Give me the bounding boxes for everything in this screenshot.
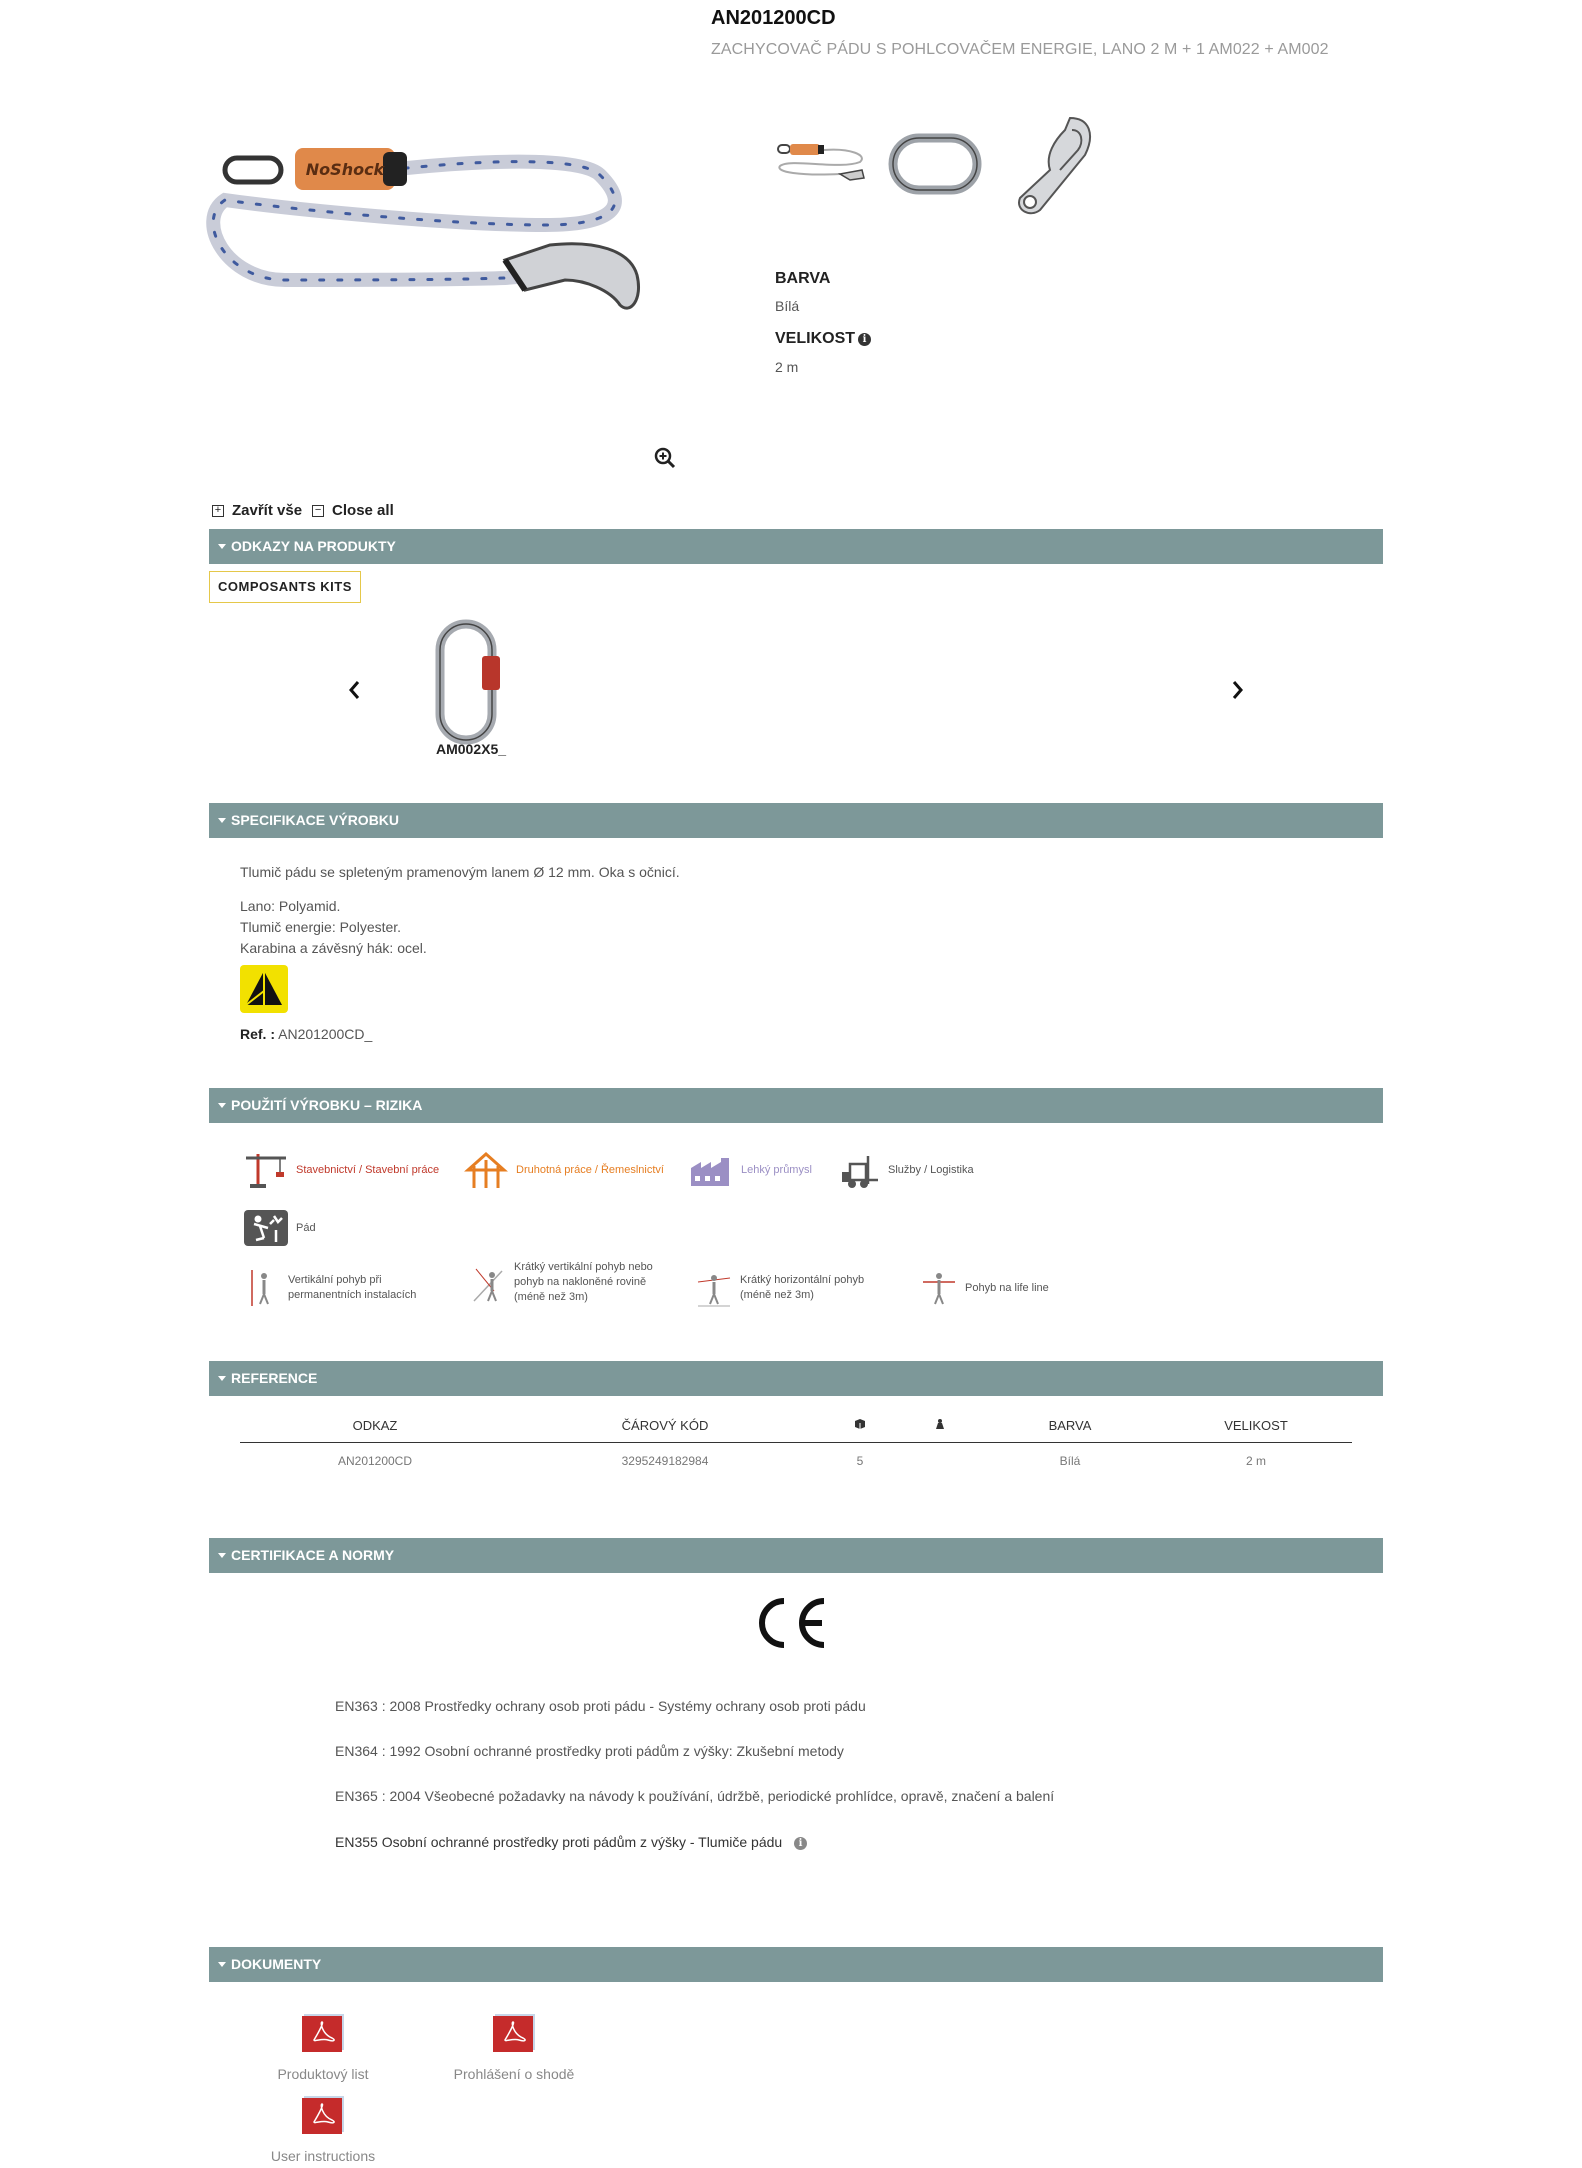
section-header-links[interactable] [209, 529, 1383, 564]
column-header: BARVA [980, 1410, 1160, 1442]
usage-movement-line: permanentních instalacích [288, 1289, 417, 1301]
column-header-weight [900, 1410, 980, 1442]
document-label: Produktový list [277, 2066, 369, 2082]
usage-sector-construction [244, 1150, 439, 1190]
norm-en364: EN364 : 1992 Osobní ochranné prostředky proti pádům z výšky: Zkušební metody [335, 1743, 844, 1759]
usage-risk-fall [244, 1210, 316, 1246]
document-label: Prohlášení o shodě [453, 2066, 575, 2082]
usage-sector-label: Druhotná práce / Řemeslnictví [516, 1163, 664, 1176]
usage-movement-lifeline [921, 1268, 1049, 1308]
size-label-row [775, 330, 871, 348]
product-code: AN201200CD [711, 7, 836, 29]
section-title-spec: SPECIFIKACE VÝROBKU [231, 812, 400, 828]
usage-sector-label: Lehký průmysl [741, 1163, 812, 1176]
brand-logo-text: NoShock [305, 160, 385, 179]
column-header: ODKAZ [240, 1410, 510, 1442]
carousel-next-icon[interactable] [1228, 678, 1246, 702]
usage-movement-label [514, 1260, 653, 1305]
usage-movement-line: Krátký horizontální pohyb [740, 1274, 865, 1286]
lanyard-thumbnail[interactable] [770, 110, 870, 220]
norm-info-icon[interactable]: i [794, 1837, 807, 1850]
lifeline-movement-icon [921, 1268, 957, 1308]
product-subtitle: ZACHYCOVAČ PÁDU S POHLCOVAČEM ENERGIE, LANO 2 M + 1 AM022 + AM002 [711, 41, 1329, 58]
norm-en365: EN365 : 2004 Všeobecné požadavky na návody k používání, údržbě, periodické prohlídce, opravě, značení a balení [335, 1788, 1055, 1804]
oval-carabiner-thumbnail[interactable] [885, 110, 985, 220]
ref-label: Ref. : [240, 1026, 275, 1042]
spec-material-rope: Lano: Polyamid. [240, 898, 341, 914]
box-icon [854, 1418, 866, 1430]
norm-en355-row [335, 1834, 807, 1850]
norm-en363: EN363 : 2008 Prostředky ochrany osob proti pádu - Systémy ochrany osob proti pádu [335, 1698, 866, 1714]
inclined-movement-icon [470, 1261, 506, 1305]
usage-movement-line: (méně než 3m) [514, 1291, 588, 1303]
close-all-toggle[interactable] [312, 502, 394, 519]
caret-down-icon [218, 1376, 226, 1381]
delta-plus-logo-icon [240, 965, 288, 1013]
horizontal-movement-icon [696, 1268, 732, 1308]
size-label: VELIKOST [775, 330, 856, 347]
pdf-icon [300, 2012, 346, 2054]
section-header-usage[interactable] [209, 1088, 1383, 1123]
forklift-icon [836, 1150, 880, 1190]
caret-down-icon [218, 1103, 226, 1108]
plus-box-icon: + [212, 505, 224, 517]
document-user-instructions[interactable] [233, 2094, 413, 2164]
accordion-toggles [212, 502, 404, 519]
usage-movement-label [288, 1273, 416, 1303]
expand-all-toggle[interactable] [212, 502, 302, 519]
color-label: BARVA [775, 270, 831, 287]
spec-material-hook: Karabina a závěsný hák: ocel. [240, 940, 427, 956]
usage-movement-line: (méně než 3m) [740, 1289, 814, 1301]
main-product-image[interactable] [205, 130, 695, 360]
document-label: User instructions [270, 2148, 376, 2164]
usage-movement-line: Vertikální pohyb při [288, 1274, 382, 1286]
usage-movement-vertical [244, 1268, 416, 1308]
screw-lock-carabiner-icon[interactable] [430, 616, 510, 756]
table-cell: AN201200CD [337, 1454, 413, 1469]
column-header: ČÁROVÝ KÓD [510, 1410, 820, 1442]
expand-all-label: Zavřít vše [232, 502, 303, 519]
caret-down-icon [218, 1553, 226, 1558]
section-title-links: ODKAZY NA PRODUKTY [231, 538, 396, 554]
usage-sector-label: Služby / Logistika [888, 1163, 974, 1176]
usage-sector-logistics [836, 1150, 974, 1190]
section-title-documents: DOKUMENTY [231, 1956, 322, 1972]
spec-description: Tlumič pádu se spleteným pramenovým lanem Ø 12 mm. Oka s očnicí. [240, 864, 680, 880]
spec-ref-line [240, 1026, 372, 1042]
usage-sector-label: Stavebnictví / Stavební práce [296, 1163, 440, 1176]
section-header-documents[interactable] [209, 1947, 1383, 1982]
ce-mark-icon [752, 1593, 828, 1653]
table-cell [900, 1442, 980, 1480]
usage-movement-inclined [470, 1260, 653, 1305]
usage-movement-horizontal [696, 1268, 864, 1308]
usage-movement-line: pohyb na nakloněné rovině [514, 1276, 647, 1288]
pdf-icon [491, 2012, 537, 2054]
caret-down-icon [218, 1962, 226, 1967]
table-cell: Bílá [1059, 1454, 1081, 1469]
factory-icon [689, 1150, 733, 1190]
color-value: Bílá [775, 298, 800, 314]
section-header-certification[interactable] [209, 1538, 1383, 1573]
usage-sector-craft [464, 1150, 664, 1190]
ref-value: AN201200CD_ [278, 1026, 373, 1042]
close-all-label: Close all [332, 502, 394, 519]
reference-table [240, 1410, 1352, 1480]
document-declaration[interactable] [424, 2012, 604, 2082]
pdf-icon [300, 2094, 346, 2136]
house-frame-icon [464, 1150, 508, 1190]
table-cell: 3295249182984 [621, 1454, 709, 1469]
size-value: 2 m [775, 359, 799, 375]
size-info-icon[interactable]: i [858, 333, 871, 346]
weight-icon [934, 1418, 946, 1430]
usage-movement-label [740, 1273, 864, 1303]
section-title-certification: CERTIFIKACE A NORMY [231, 1547, 395, 1563]
section-header-spec[interactable] [209, 803, 1383, 838]
norm-en355: EN355 Osobní ochranné prostředky proti pádům z výšky - Tlumiče pádu [335, 1834, 783, 1850]
caret-down-icon [218, 544, 226, 549]
column-header: VELIKOST [1160, 1410, 1352, 1442]
caret-down-icon [218, 818, 226, 823]
table-cell: 5 [856, 1454, 864, 1469]
document-product-sheet[interactable] [233, 2012, 413, 2082]
spec-material-absorber: Tlumič energie: Polyester. [240, 919, 402, 935]
zoom-in-icon[interactable] [654, 447, 676, 469]
crane-icon [244, 1150, 288, 1190]
usage-risk-label: Pád [296, 1221, 316, 1234]
minus-box-icon: − [312, 505, 324, 517]
scaffold-hook-thumbnail[interactable] [1000, 110, 1100, 220]
usage-movement-line: Krátký vertikální pohyb nebo [514, 1261, 653, 1273]
kit-item-label[interactable]: AM002X5_ [436, 741, 507, 757]
table-row[interactable] [240, 1442, 1352, 1480]
tab-composants-kits[interactable]: COMPOSANTS KITS [209, 571, 361, 603]
usage-movement-label: Pohyb na life line [965, 1281, 1049, 1294]
section-header-reference[interactable] [209, 1361, 1383, 1396]
vertical-movement-icon [244, 1268, 280, 1308]
usage-sector-industry [689, 1150, 812, 1190]
table-cell: 2 m [1245, 1454, 1266, 1469]
thumbnail-strip [770, 110, 1110, 220]
fall-icon [244, 1210, 288, 1246]
section-title-usage: POUŽITÍ VÝROBKU – RIZIKA [231, 1097, 423, 1113]
table-header-row [240, 1410, 1352, 1442]
column-header-box [820, 1410, 900, 1442]
section-title-reference: REFERENCE [231, 1370, 318, 1386]
carousel-prev-icon[interactable] [346, 678, 364, 702]
